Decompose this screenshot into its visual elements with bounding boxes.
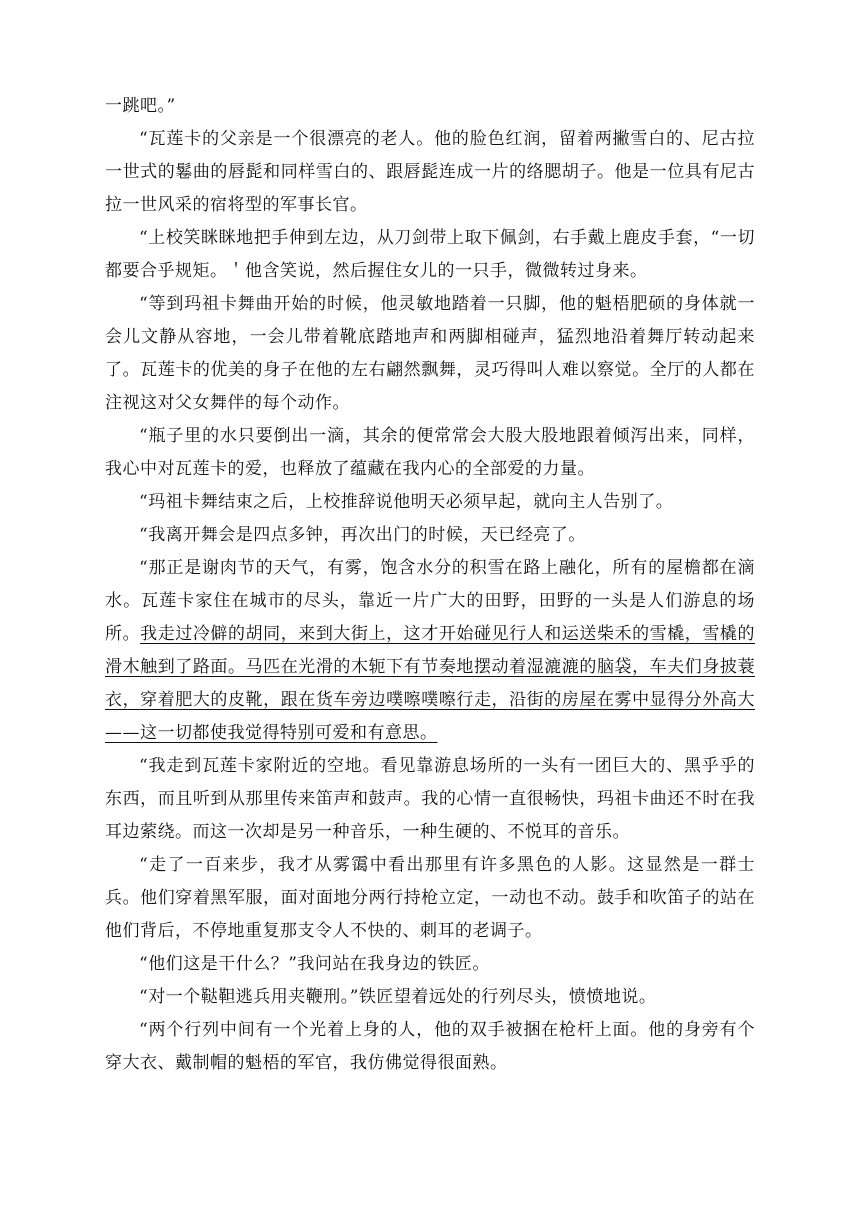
paragraph-6: “玛祖卡舞结束之后，上校推辞说他明天必须早起，就向主人告别了。 xyxy=(139,492,674,512)
paragraph-10: “走了一百来步，我才从雾霭中看出那里有许多黑色的人影。这显然是一群士兵。他们穿着黑军服，面对面地分两行持枪立定，一动也不动。鼓手和吹笛子的站在他们背后，不停地重复那支令人不快的、刺耳的老调子。 xyxy=(105,855,755,941)
document-body xyxy=(105,90,755,1080)
paragraph-9: “我走到瓦莲卡家附近的空地。看见靠游息场所的一头有一团巨大的、黑乎乎的东西，而且听到从那里传来笛声和鼓声。我的心情一直很畅快，玛祖卡曲还不时在我耳边萦绕。而这一次却是另一种音乐，一种生硬的、不悦耳的音乐。 xyxy=(105,756,755,842)
paragraph-8 xyxy=(105,552,755,750)
underlined-passage: 我走过冷僻的胡同，来到大街上，这才开始碰见行人和运送柴禾的雪橇，雪橇的滑木触到了路面。马匹在光滑的木轭下有节奏地摆动着湿漉漉的脑袋，车夫们身披蓑衣，穿着肥大的皮靴，跟在货车旁边噗嚓噗嚓行走，沿街的房屋在雾中显得分外高大——这一切都使我觉得特别可爱和有意思。 xyxy=(105,624,756,743)
paragraph-2: “瓦莲卡的父亲是一个很漂亮的老人。他的脸色红润，留着两撇雪白的、尼古拉一世式的鬈曲的唇髭和同样雪白的、跟唇髭连成一片的络腮胡子。他是一位具有尼古拉一世风采的宿将型的军事长官。 xyxy=(105,129,755,215)
paragraph-11: “他们这是干什么？”我问站在我身边的铁匠。 xyxy=(139,954,490,974)
paragraph-12: “对一个鞑靼逃兵用夹鞭刑。”铁匠望着远处的行列尽头，愤愤地说。 xyxy=(139,987,657,1007)
paragraph-8-plain-text: “那正是谢肉节的天气，有雾，饱含水分的积雪在路上融化，所有的屋檐都在滴水。瓦莲卡家住在城市的尽头，靠近一片广大的田野，田野的一头是人们游息的场所。 xyxy=(105,558,755,644)
paragraph-1: 一跳吧。” xyxy=(105,96,176,116)
paragraph-7: “我离开舞会是四点多钟，再次出门的时候，天已经亮了。 xyxy=(139,525,586,545)
paragraph-3: “上校笑眯眯地把手伸到左边，从刀剑带上取下佩剑，右手戴上鹿皮手套，“一切都要合乎规矩。＇他含笑说，然后握住女儿的一只手，微微转过身来。 xyxy=(105,228,755,281)
paragraph-5: “瓶子里的水只要倒出一滴，其余的便常常会大股大股地跟着倾泻出来，同样，我心中对瓦莲卡的爱，也释放了蕴藏在我内心的全部爱的力量。 xyxy=(105,426,755,479)
paragraph-13: “两个行列中间有一个光着上身的人，他的双手被捆在枪杆上面。他的身旁有个穿大衣、戴制帽的魁梧的军官，我仿佛觉得很面熟。 xyxy=(105,1020,755,1073)
paragraph-4: “等到玛祖卡舞曲开始的时候，他灵敏地踏着一只脚，他的魁梧肥硕的身体就一会儿文静从容地，一会儿带着靴底踏地声和两脚相碰声，猛烈地沿着舞厅转动起来了。瓦莲卡的优美的身子在他的左右翩然飘舞，灵巧得叫人难以察觉。全厅的人都在注视这对父女舞伴的每个动作。 xyxy=(105,294,755,413)
